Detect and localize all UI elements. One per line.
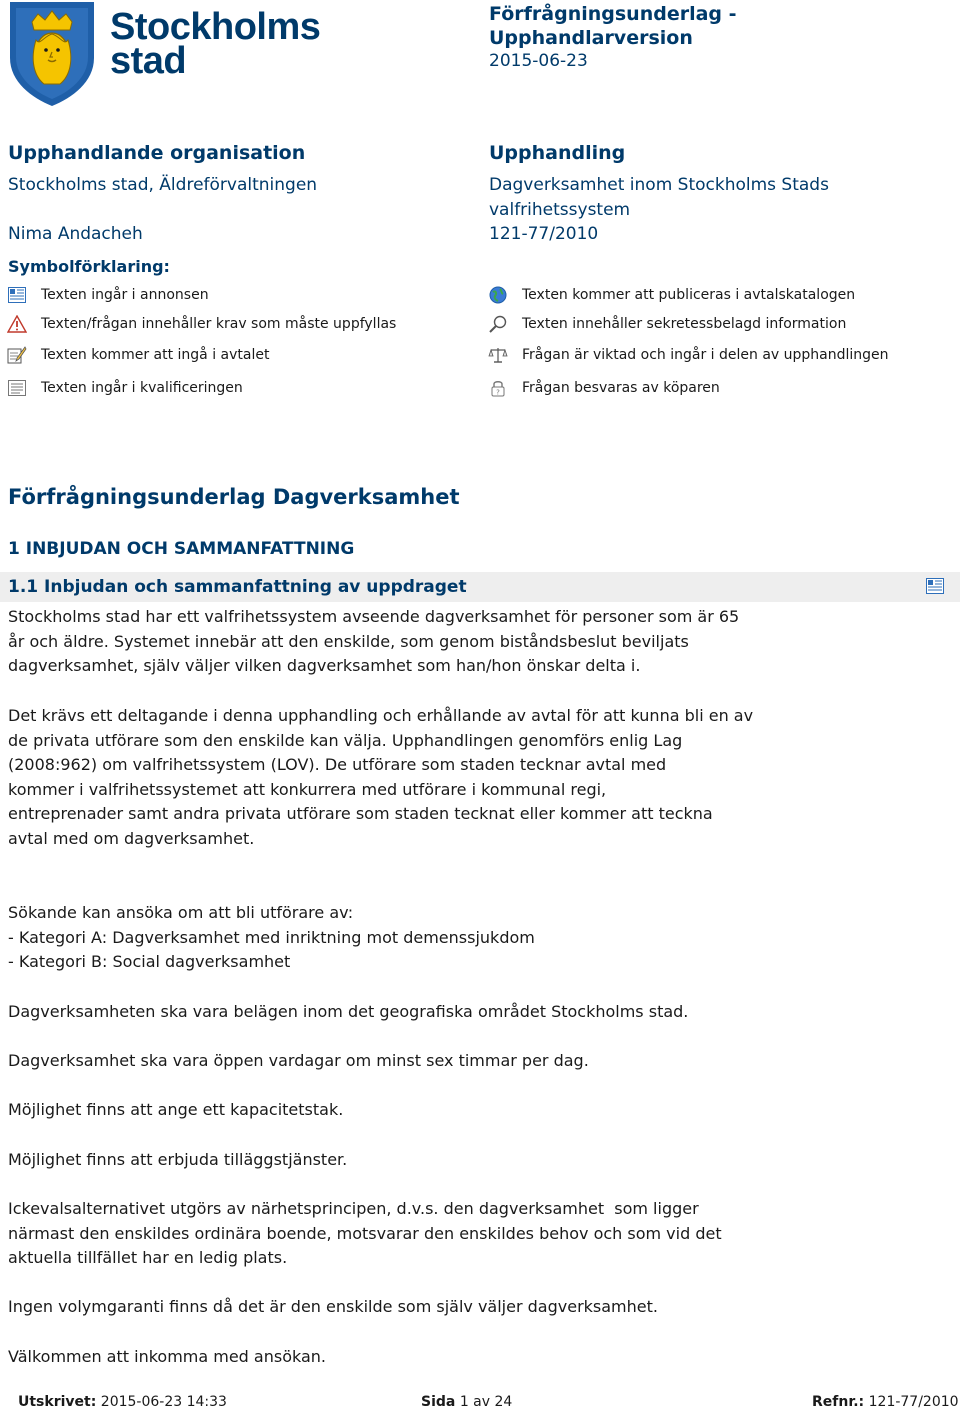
paragraph-line: aktuella tillfället har en ledig plats.	[8, 1248, 288, 1268]
legend-label: Texten ingår i kvalificeringen	[41, 380, 243, 396]
document-date: 2015-06-23	[489, 51, 588, 71]
legend-item-magnifier	[487, 314, 846, 334]
content-title: Förfrågningsunderlag Dagverksamhet	[8, 485, 460, 509]
legend-label: Texten innehåller sekretessbelagd information	[522, 316, 847, 332]
paragraph-line: Sökande kan ansöka om att bli utförare av:	[8, 903, 354, 922]
paragraph-line: Stockholms stad har ett valfrihetssystem avseende dagverksamhet för personer som är 65	[8, 607, 740, 626]
svg-text:?: ?	[496, 388, 500, 397]
warning-icon	[6, 314, 28, 334]
paragraph-location	[8, 1000, 808, 1025]
footer-page-value: 1 av 24	[459, 1394, 513, 1410]
legend-item-contract	[6, 345, 269, 365]
footer-reference-label: Refnr.:	[812, 1394, 865, 1410]
legend-title: Symbolförklaring:	[8, 257, 170, 276]
paragraph-line: Möjlighet finns att ange ett kapacitetstak.	[8, 1100, 344, 1119]
paragraph-opening-hours	[8, 1049, 808, 1074]
legend-label: Frågan är viktad och ingår i delen av upphandlingen	[522, 347, 889, 363]
paragraph-categories	[8, 901, 808, 975]
paragraph-line: år och äldre. Systemet innebär att den enskilde, som genom biståndsbeslut beviljats	[8, 631, 689, 651]
paragraph-line: närmast den enskildes ordinära boende, motsvarar den enskildes behov och som vid det	[8, 1223, 722, 1243]
paragraph-line: Möjlighet finns att erbjuda tilläggstjänster.	[8, 1150, 348, 1169]
paragraph-line: de privata utförare som den enskilde kan välja. Upphandlingen genomförs enlig Lag	[8, 730, 683, 750]
legend-label: Texten kommer att ingå i avtalet	[41, 347, 270, 363]
coat-of-arms-icon	[6, 0, 98, 108]
paragraph-line: (2008:962) om valfrihetssystem (LOV). De utförare som staden tecknar avtal med	[8, 755, 667, 775]
legend-label: Texten/frågan innehåller krav som måste uppfyllas	[41, 316, 397, 332]
document-title-line-1: Förfrågningsunderlag -	[489, 3, 737, 25]
paragraph-line: - Kategori A: Dagverksamhet med inriktning mot demenssjukdom	[8, 927, 535, 947]
footer-reference	[812, 1394, 959, 1410]
logo-line-2: stad	[110, 40, 187, 82]
paragraph-line: Dagverksamhet ska vara öppen vardagar om minst sex timmar per dag.	[8, 1051, 589, 1070]
contract-icon	[6, 345, 28, 365]
legend-item-lock	[487, 378, 720, 398]
legend-label: Texten ingår i annonsen	[41, 287, 209, 303]
footer-page	[421, 1394, 512, 1410]
lock-icon	[487, 378, 509, 398]
organisation-name: Stockholms stad, Äldreförvaltningen	[8, 175, 318, 195]
legend-item-globe	[487, 285, 855, 305]
paragraph-line: entreprenader samt andra privata utförare som staden tecknat eller kommer att teckna	[8, 804, 713, 824]
legend-item-announcement	[6, 285, 209, 305]
procurement-reference: 121-77/2010	[489, 224, 599, 244]
paragraph-welcome	[8, 1345, 808, 1370]
footer-printed-label: Utskrivet:	[18, 1394, 97, 1410]
section-heading: 1.1 Inbjudan och sammanfattning av uppdraget	[8, 577, 467, 597]
paragraph-participation	[8, 704, 808, 852]
paragraph-line: kommer i valfrihetssystemet att konkurrera med utförare i kommunal regi,	[8, 779, 607, 799]
paragraph-intro	[8, 605, 808, 679]
footer-page-label: Sida	[421, 1394, 456, 1410]
legend-item-scales	[487, 345, 889, 365]
footer-reference-value: 121-77/2010	[868, 1394, 959, 1410]
paragraph-extra-services	[8, 1148, 808, 1173]
logo-line-1: Stockholms	[110, 6, 321, 48]
announcement-icon	[6, 285, 28, 305]
stockholms-stad-logo	[6, 0, 326, 110]
legend-item-qualification	[6, 378, 243, 398]
legend-item-warning	[6, 314, 396, 334]
paragraph-volume	[8, 1295, 808, 1320]
procurement-name-line-2: valfrihetssystem	[489, 200, 631, 220]
qualification-icon	[6, 378, 28, 398]
scales-icon	[487, 345, 509, 365]
organisation-contact: Nima Andacheh	[8, 224, 143, 244]
legend-label: Frågan besvaras av köparen	[522, 380, 720, 396]
paragraph-line: avtal med om dagverksamhet.	[8, 828, 255, 848]
paragraph-line: Ickevalsalternativet utgörs av närhetsprincipen, d.v.s. den dagverksamhet som ligger	[8, 1199, 699, 1218]
document-title-line-2: Upphandlarversion	[489, 27, 693, 49]
paragraph-line: Välkommen att inkomma med ansökan.	[8, 1347, 327, 1366]
announcement-icon	[926, 578, 944, 594]
organisation-heading: Upphandlande organisation	[8, 142, 306, 164]
chapter-heading: 1 INBJUDAN OCH SAMMANFATTNING	[8, 539, 355, 559]
paragraph-line: - Kategori B: Social dagverksamhet	[8, 952, 291, 972]
paragraph-line: Dagverksamheten ska vara belägen inom det geografiska området Stockholms stad.	[8, 1002, 689, 1021]
footer-printed	[18, 1394, 227, 1410]
paragraph-line: Ingen volymgaranti finns då det är den enskilde som själv väljer dagverksamhet.	[8, 1297, 658, 1316]
globe-icon	[487, 285, 509, 305]
paragraph-line: Det krävs ett deltagande i denna upphandling och erhållande av avtal för att kunna bli en av	[8, 706, 754, 725]
legend-label: Texten kommer att publiceras i avtalskatalogen	[522, 287, 856, 303]
logo-text	[110, 6, 321, 82]
paragraph-default-choice	[8, 1197, 808, 1271]
magnifier-icon	[487, 314, 509, 334]
paragraph-line: dagverksamhet, själv väljer vilken dagverksamhet som han/hon önskar delta i.	[8, 656, 641, 676]
procurement-name-line-1: Dagverksamhet inom Stockholms Stads	[489, 175, 829, 195]
footer-printed-value: 2015-06-23 14:33	[100, 1394, 227, 1410]
document-title	[489, 2, 737, 50]
procurement-heading: Upphandling	[489, 142, 626, 164]
paragraph-capacity	[8, 1098, 808, 1123]
